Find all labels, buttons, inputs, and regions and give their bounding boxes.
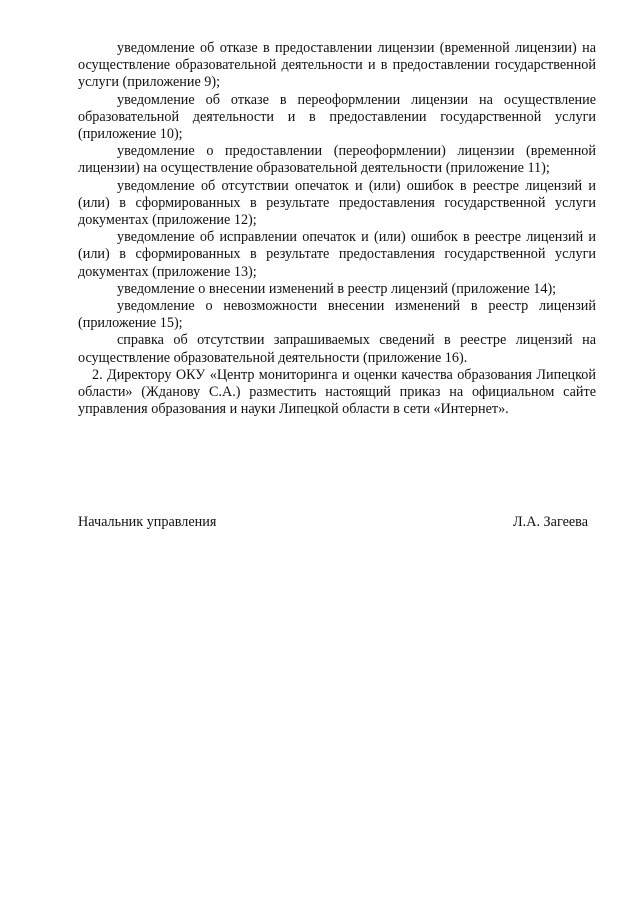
signature-name: Л.А. Загеева [513,514,588,530]
paragraph-notice-refusal-reissue: уведомление об отказе в переоформлении лицензии на осуществление образовательной деятельности и в предоставлении государственной услуги (приложение 10); [78,91,596,143]
paragraph-item-2-publish-order: 2. Директору ОКУ «Центр мониторинга и оценки качества образования Липецкой области» (Жданову С.А.) разместить настоящий приказ на официальном сайте управления образования и науки Липецкой области в сети «Интернет». [78,366,596,418]
paragraph-certificate-no-data: справка об отсутствии запрашиваемых сведений в реестре лицензий на осуществление образовательной деятельности (приложение 16). [78,332,596,366]
paragraph-notice-changes-impossible: уведомление о невозможности внесении изменений в реестр лицензий (приложение 15); [78,298,596,332]
paragraph-notice-registry-changes: уведомление о внесении изменений в реестр лицензий (приложение 14); [117,280,557,297]
paragraph-notice-typo-correction: уведомление об исправлении опечаток и (или) ошибок в реестре лицензий и (или) в сформированных в результате предоставления государственной услуги документах (приложение 13); [78,229,596,280]
signature-position: Начальник управления [78,514,217,530]
paragraph-notice-no-typos: уведомление об отсутствии опечаток и (или) ошибок в реестре лицензий и (или) в сформированных в результате предоставления государственной услуги документах (приложение 12); [78,177,596,229]
paragraph-notice-refusal-license: уведомление об отказе в предоставлении лицензии (временной лицензии) на осуществление образовательной деятельности и в предоставлении государственной услуги (приложение 9); [78,40,596,91]
paragraph-notice-granting-license: уведомление о предоставлении (переоформлении) лицензии (временной лицензии) на осуществление образовательной деятельности (приложение 11); [78,143,596,177]
signature-block [78,514,588,531]
document-body [78,40,596,418]
